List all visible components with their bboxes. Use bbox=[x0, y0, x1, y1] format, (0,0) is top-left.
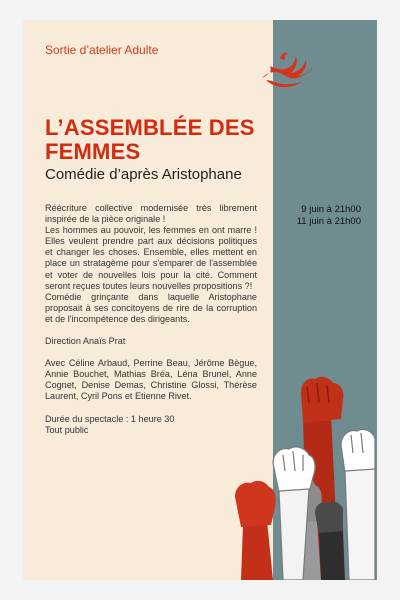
duration-text: Durée du spectacle : 1 heure 30 bbox=[45, 413, 175, 424]
subtitle: Comédie d’après Aristophane bbox=[45, 166, 242, 183]
direction-text: Direction Anaïs Prat bbox=[45, 336, 126, 347]
date-2: 11 juin à 21h00 bbox=[296, 216, 361, 227]
audience-text: Tout public bbox=[45, 424, 89, 435]
red-bird-logo-icon bbox=[258, 48, 314, 93]
white-fist-right bbox=[341, 429, 375, 580]
poster bbox=[23, 20, 377, 580]
dates bbox=[297, 204, 361, 228]
comedy-text: Comédie grinçante dans laquelle Aristophane proposait à ses concitoyens de rire de la corruption et de l'incompétence des dirigeants. bbox=[45, 291, 257, 324]
date-1: 9 juin à 21h00 bbox=[301, 204, 361, 215]
cast-text: Avec Céline Arbaud, Perrine Beau, Jérôme Bègue, Annie Bouchet, Mathias Bréa, Léna Brunel, Anne Cognet, Denise Demas, Christine Glossi, Thérèse Laurent, Cyril Pons et Etienne Rivet. bbox=[45, 358, 257, 402]
raised-fists-illustration-icon bbox=[203, 375, 377, 580]
atelier-label: Sortie d’atelier Adulte bbox=[45, 43, 159, 57]
page-title: L’ASSEMBLÉE DES FEMMES bbox=[45, 115, 255, 164]
red-fist-left bbox=[235, 481, 276, 580]
intro-text: Réécriture collective modernisée très librement inspirée de la pièce originale ! bbox=[45, 203, 257, 225]
story-text: Les hommes au pouvoir, les femmes en ont marre ! Elles veulent prendre part aux décisions politiques et changer les choses. Ensemble, elles mettent en place un stratagème pour s'emparer de l'assemblée et voter de nouvelles lois pour la cité. Comment seront reçues toutes leurs nouvelles propositions ?! bbox=[45, 225, 257, 291]
